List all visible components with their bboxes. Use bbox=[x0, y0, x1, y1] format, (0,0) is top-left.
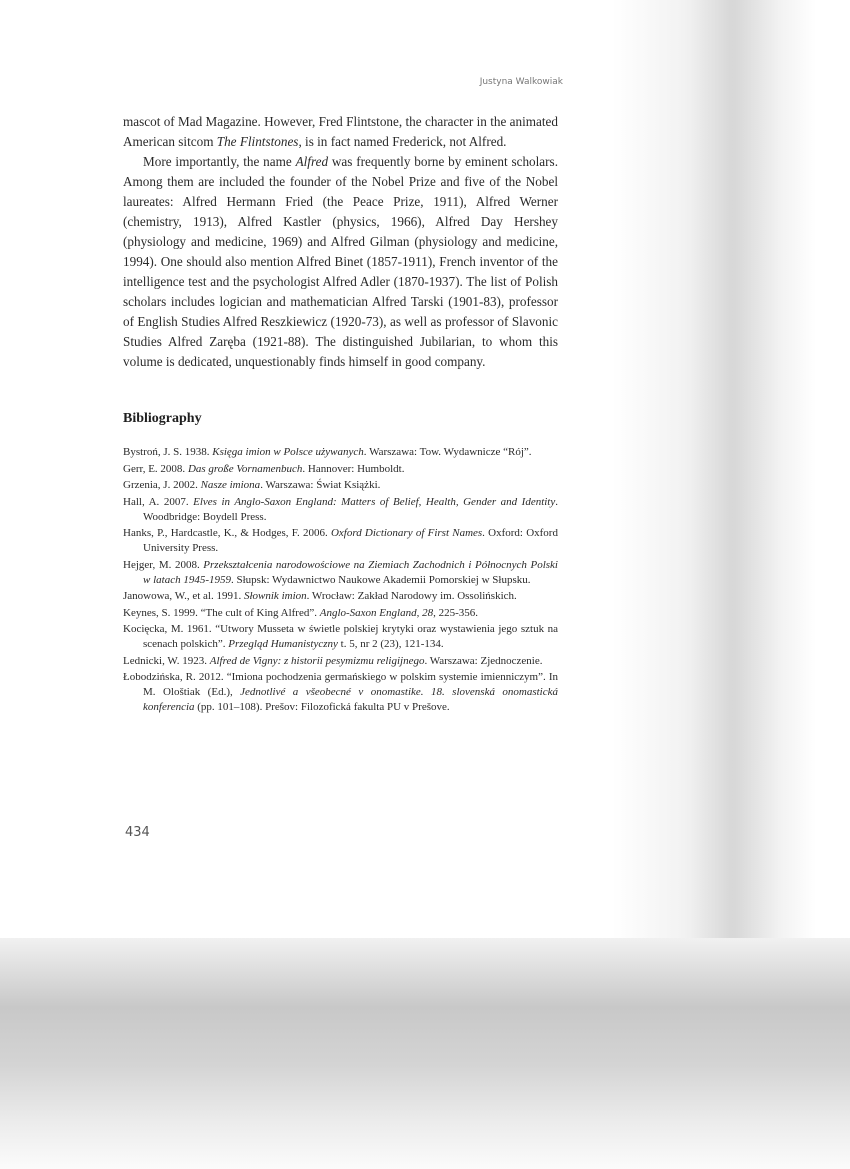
entry-publisher: t. 5, nr 2 (23), 121-134. bbox=[337, 638, 444, 650]
bibliography-list bbox=[123, 445, 558, 715]
bibliography-entry bbox=[123, 606, 558, 621]
entry-author: Janowowa, W., et al. 1991. bbox=[123, 590, 244, 602]
paragraph-text: was frequently borne by eminent scholars. Among them are included the founder of the Nobel Prize and five of the Nobel laureates: Alfred Hermann Fried (the Peace Prize, 1911), Alfred Werner (chemistry, 1913), Alfred Kastler (physics, 1966), Alfred Day Hershey (physiology and medicine, 1969) and Alfred Gilman (physiology and medicine, 1994). One should also mention Alfred Binet (1857-1911), French inventor of the intelligence test and the psychologist Alfred Adler (1870-1937). The list of Polish scholars includes logician and mathematician Alfred Tarski (1901-83), professor of English Studies Alfred Reszkiewicz (1920-73), as well as professor of Slavonic Studies Alfred Zaręba (1921-88). The distinguished Jubilarian, to whom this volume is dedicated, unquestionably finds himself in good company. bbox=[123, 154, 558, 369]
entry-author: Keynes, S. 1999. “The cult of King Alfred”. bbox=[123, 606, 320, 619]
entry-title: Oxford Dictionary of First Names bbox=[330, 527, 483, 539]
bibliography-entry bbox=[123, 526, 558, 556]
paragraph-text: More importantly, the name bbox=[143, 154, 296, 169]
bibliography-entry bbox=[123, 478, 558, 493]
entry-title: Przekształcenia narodowościowe na Ziemiach Zachodnich i Północnych Polski w latach 1945-1959 bbox=[143, 558, 558, 586]
bibliography-entry bbox=[123, 462, 558, 477]
entry-title: Jednotlivé a všeobecné v onomastike. 18. slovenská onomastická konferencia bbox=[143, 686, 558, 713]
entry-title: Alfred de Vigny: z historii pesymizmu religijnego bbox=[209, 654, 425, 667]
page-number: 434 bbox=[125, 825, 150, 840]
entry-author: Hanks, P., Hardcastle, K., & Hodges, F. 2006. bbox=[123, 527, 331, 539]
entry-publisher: . Woodbridge: Boydell Press. bbox=[143, 495, 559, 523]
bibliography-entry bbox=[123, 589, 558, 604]
bibliography-entry bbox=[123, 670, 558, 715]
entry-title: Księga imion w Polsce używanych bbox=[212, 446, 364, 458]
paragraph-italic: The Flintstones bbox=[216, 134, 299, 149]
entry-author: Hejger, M. 2008. bbox=[123, 558, 204, 571]
entry-title: Przegląd Humanistyczny bbox=[228, 638, 338, 650]
entry-title: Elves in Anglo-Saxon England: Matters of Belief, Health, Gender and Identity bbox=[193, 495, 556, 508]
page-content bbox=[123, 112, 558, 717]
entry-publisher: . Warszawa: Tow. Wydawnicze “Rój”. bbox=[363, 446, 532, 458]
entry-author: Bystroń, J. S. 1938. bbox=[123, 446, 213, 458]
entry-publisher: (pp. 101–108). Prešov: Filozofická fakulta PU v Prešove. bbox=[194, 701, 450, 713]
entry-author: Hall, A. 2007. bbox=[123, 495, 194, 508]
paragraph bbox=[123, 152, 558, 372]
entry-author: Gerr, E. 2008. bbox=[123, 462, 188, 475]
paragraph bbox=[123, 112, 558, 152]
paragraph-italic: Alfred bbox=[295, 154, 329, 169]
entry-publisher: . Warszawa: Świat Książki. bbox=[260, 479, 381, 491]
entry-author: Grzenia, J. 2002. bbox=[123, 479, 201, 491]
entry-publisher: . Hannover: Humboldt. bbox=[302, 462, 405, 475]
bibliography-entry bbox=[123, 495, 558, 525]
entry-title: Anglo-Saxon England, 28 bbox=[319, 606, 434, 619]
entry-publisher: . Słupsk: Wydawnictwo Naukowe Akademii Pomorskiej w Słupsku. bbox=[231, 573, 531, 586]
bibliography-heading: Bibliography bbox=[123, 411, 202, 426]
bibliography-entry bbox=[123, 445, 558, 460]
entry-title: Nasze imiona bbox=[200, 479, 261, 491]
scan-shadow bbox=[0, 938, 850, 1169]
bibliography-entry bbox=[123, 654, 558, 669]
entry-publisher: . Wrocław: Zakład Narodowy im. Ossolińskich. bbox=[306, 590, 517, 602]
bibliography-entry bbox=[123, 622, 558, 652]
entry-title: Słownik imion bbox=[243, 590, 307, 602]
entry-publisher: . Warszawa: Zjednoczenie. bbox=[424, 654, 543, 667]
entry-author: Lednicki, W. 1923. bbox=[123, 654, 210, 667]
bibliography-entry bbox=[123, 558, 558, 588]
entry-publisher: . Oxford: Oxford University Press. bbox=[143, 527, 558, 554]
entry-author: Łobodzińska, R. 2012. “Imiona pochodzenia germańskiego w polskim systemie imienniczym”. In M. Ološtiak (Ed.), bbox=[123, 671, 558, 698]
entry-author: Kocięcka, M. 1961. “Utwory Musseta w świetle polskiej krytyki oraz wystawienia jego sztuk na scenach polskich”. bbox=[123, 623, 558, 650]
running-header: Justyna Walkowiak bbox=[479, 77, 563, 87]
entry-publisher: , 225-356. bbox=[433, 606, 479, 619]
paragraph-text: , is in fact named Frederick, not Alfred. bbox=[298, 134, 507, 149]
paragraph-text: mascot of Mad Magazine. However, Fred Flintstone, the character in the animated American sitcom bbox=[123, 114, 558, 149]
entry-title: Das große Vornamenbuch bbox=[187, 462, 303, 475]
page-fold-shadow bbox=[690, 0, 780, 945]
